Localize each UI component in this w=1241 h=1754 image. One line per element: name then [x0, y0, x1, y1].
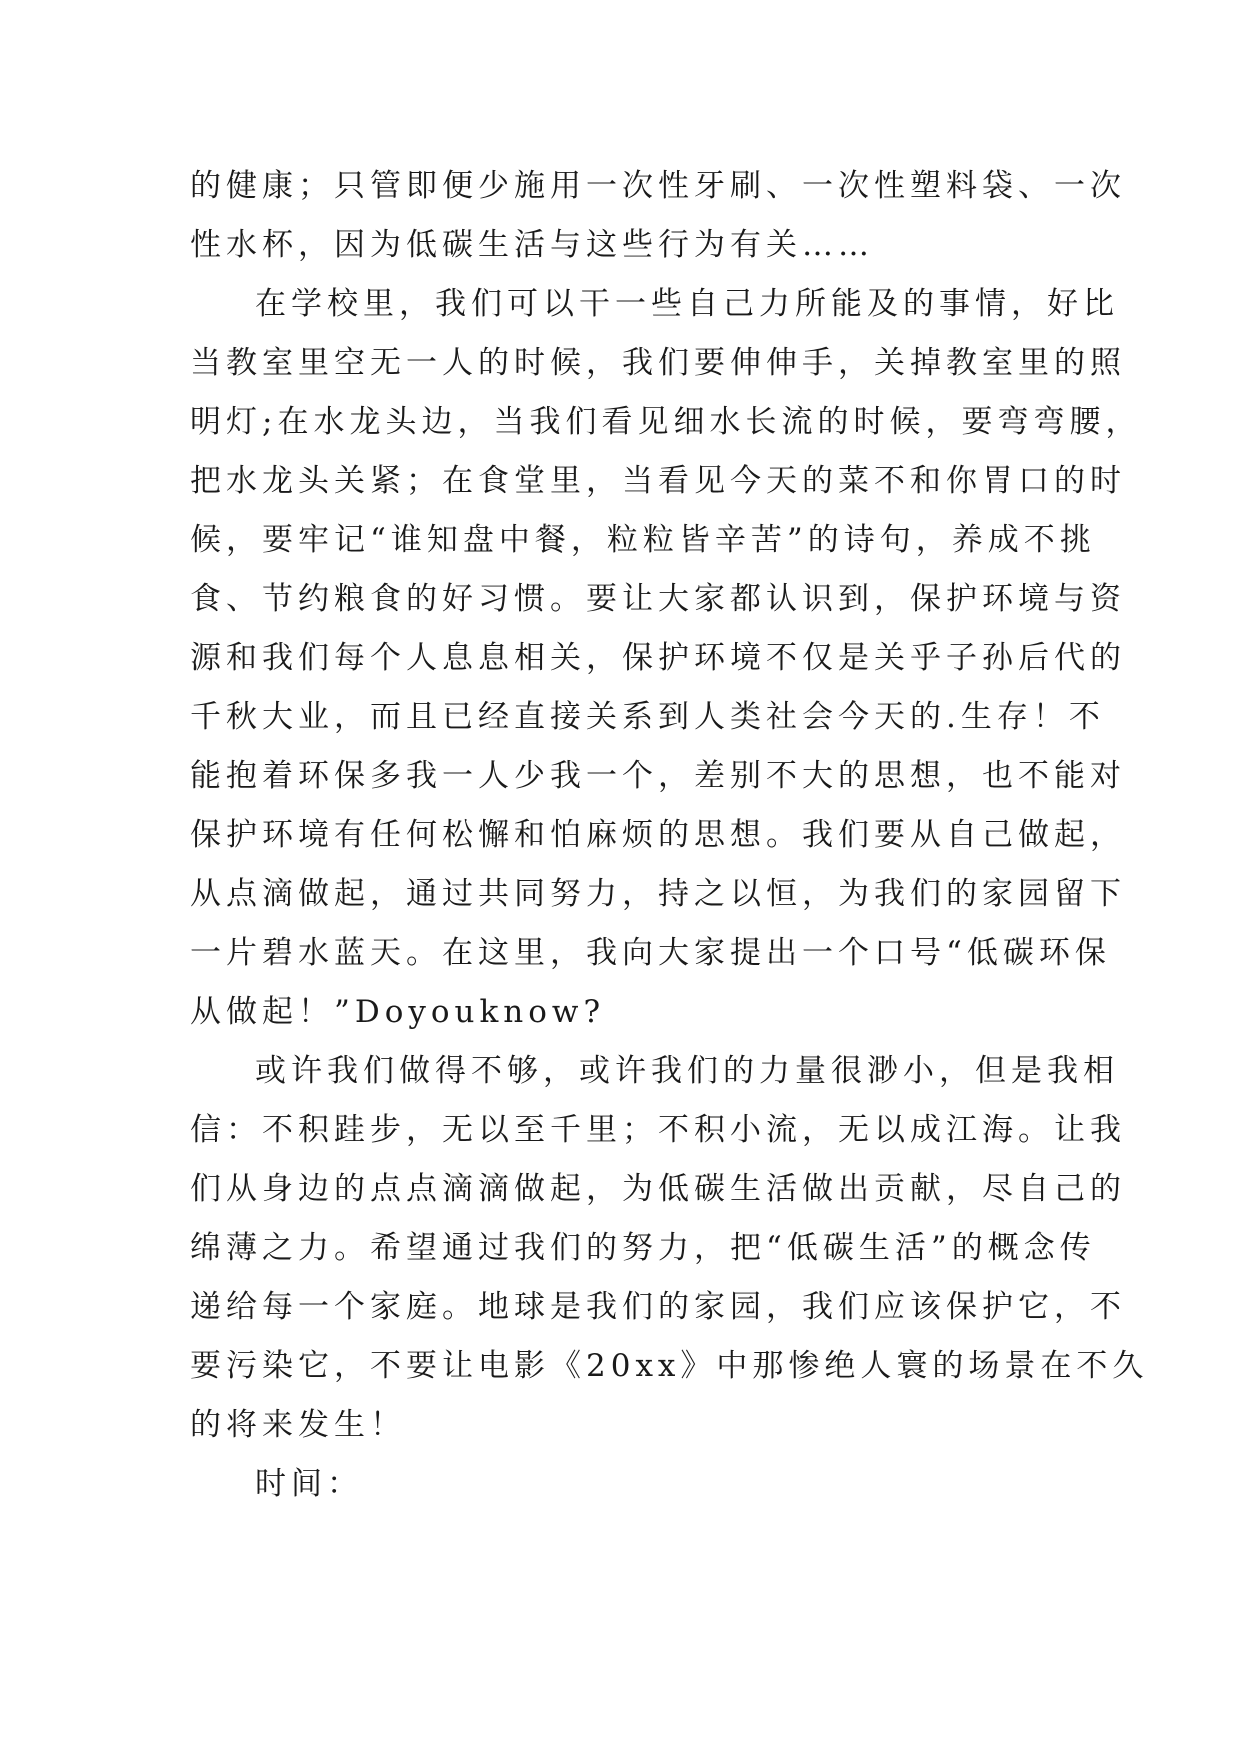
text-line: 源和我们每个人息息相关，保护环境不仅是关乎子孙后代的 [190, 640, 1126, 676]
text-line: 时间： [255, 1466, 363, 1502]
text-line: 性水杯，因为低碳生活与这些行为有关…… [190, 227, 874, 263]
text-line: 食、节约粮食的好习惯。要让大家都认识到，保护环境与资 [190, 581, 1126, 617]
text-line: 或许我们做得不够，或许我们的力量很渺小，但是我相 [255, 1053, 1119, 1089]
text-line: 当教室里空无一人的时候，我们要伸伸手，关掉教室里的照 [190, 345, 1126, 381]
text-line: 递给每一个家庭。地球是我们的家园，我们应该保护它，不 [190, 1289, 1126, 1325]
text-line: 千秋大业，而且已经直接关系到人类社会今天的.生存！不 [190, 699, 1105, 735]
text-line: 信：不积跬步，无以至千里；不积小流，无以成江海。让我 [190, 1112, 1126, 1148]
text-line: 一片碧水蓝天。在这里，我向大家提出一个口号“低碳环保 [190, 935, 1111, 971]
document-body [190, 157, 1149, 1514]
text-line: 从做起！”Doyouknow? [190, 994, 606, 1030]
text-line: 在学校里，我们可以干一些自己力所能及的事情，好比 [255, 286, 1119, 322]
text-line: 候，要牢记“谁知盘中餐，粒粒皆辛苦”的诗句，养成不挑 [190, 522, 1096, 558]
text-line: 从点滴做起，通过共同努力，持之以恒，为我们的家园留下 [190, 876, 1126, 912]
text-line: 要污染它，不要让电影《20xx》中那惨绝人寰的场景在不久 [190, 1348, 1149, 1384]
text-line: 的健康；只管即便少施用一次性牙刷、一次性塑料袋、一次 [190, 168, 1126, 204]
text-line: 明灯;在水龙头边，当我们看见细水长流的时候，要弯弯腰， [190, 404, 1142, 440]
text-line: 保护环境有任何松懈和怕麻烦的思想。我们要从自己做起， [190, 817, 1126, 853]
paragraph [190, 275, 1142, 1042]
text-line: 的将来发生！ [190, 1407, 406, 1443]
paragraph [190, 1455, 1058, 1514]
paragraph [190, 157, 1126, 275]
text-line: 把水龙头关紧；在食堂里，当看见今天的菜不和你胃口的时 [190, 463, 1126, 499]
text-line: 绵薄之力。希望通过我们的努力，把“低碳生活”的概念传 [190, 1230, 1096, 1266]
paragraph [190, 1042, 1149, 1455]
text-line: 们从身边的点点滴滴做起，为低碳生活做出贡献，尽自己的 [190, 1171, 1126, 1207]
text-line: 能抱着环保多我一人少我一个，差别不大的思想，也不能对 [190, 758, 1126, 794]
